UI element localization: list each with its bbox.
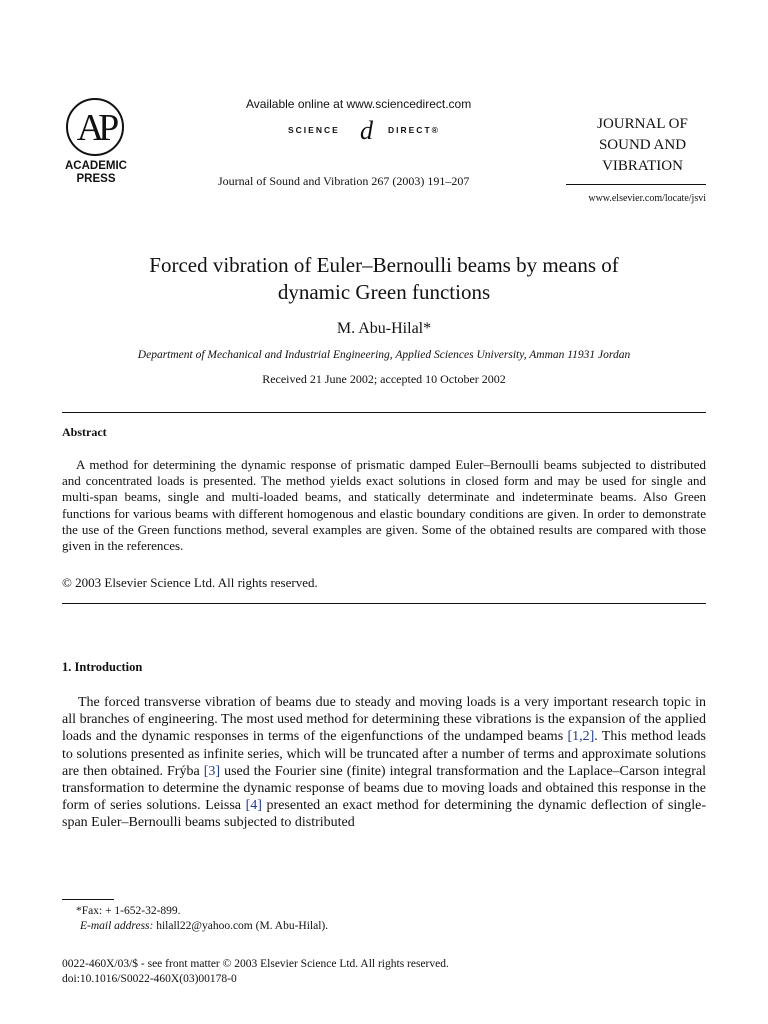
section-heading-introduction: 1. Introduction [62, 660, 143, 674]
intro-text: . This method leads to solutions presented as infinite series, which will be truncated after a number of terms and approximate solutions are then obtained. Frýba [62, 729, 706, 779]
received-dates: Received 21 June 2002; accepted 10 October 2002 [262, 372, 506, 386]
sciencedirect-logo-right: DIRECT® [388, 125, 440, 135]
journal-divider [566, 184, 706, 185]
title-line-1: Forced vibration of Euler–Bernoulli beams by means of [149, 253, 619, 277]
intro-text: presented an exact method for determining the dynamic deflection of single-span Euler–Bernoulli beams subjected to distributed [62, 798, 706, 831]
author-affiliation: Department of Mechanical and Industrial Engineering, Applied Sciences University, Amman 11931 Jordan [137, 349, 631, 361]
title-line-2: dynamic Green functions [277, 280, 491, 304]
article-title [60, 252, 708, 306]
email-value: hilall22@yahoo.com (M. Abu-Hilal). [153, 920, 329, 932]
journal-name-line: VIBRATION [602, 158, 683, 174]
intro-text: used the Fourier sine (finite) integral transformation and the Laplace–Carson integral transformation to determine the dynamic response of beams due to moving loads and obtained this response in the form of series solutions. Leissa [62, 763, 707, 814]
abstract-heading: Abstract [62, 425, 107, 439]
available-online-text: Available online at www.sciencedirect.com [246, 97, 472, 111]
sciencedirect-d-icon: d [360, 116, 373, 145]
logo-text-academic: ACADEMIC [65, 160, 127, 172]
abstract-top-rule [62, 412, 706, 413]
footnote-rule [62, 899, 114, 900]
logo-text-press: PRESS [76, 173, 116, 185]
footnote-fax: *Fax: + 1-652-32-899. [76, 905, 181, 917]
journal-name-line: SOUND AND [598, 137, 687, 153]
reference-link[interactable]: [3] [203, 763, 221, 779]
sciencedirect-logo [288, 118, 448, 144]
footnote-email [80, 920, 328, 932]
author-name: M. Abu-Hilal* [336, 320, 432, 337]
abstract-body: A method for determining the dynamic response of prismatic damped Euler–Bernoulli beams subjected to distributed and concentrated loads is presented. The method yields exact solutions in closed form and may be used for single and multi-span beams, single and multi-loaded beams, and statically determinate and indeterminate beams. Also Green functions for various beams with different homogenous and elastic boundary conditions are given. In order to demonstrate the use of the Green functions method, several examples are given. Some of the obtained results are compared with those given in the references. [62, 457, 706, 554]
reference-link[interactable]: [1,2] [567, 729, 595, 745]
email-label: E-mail address: [80, 920, 154, 932]
abstract-bottom-rule [62, 603, 706, 604]
journal-name [575, 114, 710, 177]
ap-logo-icon: AP [66, 98, 124, 156]
intro-text: The forced transverse vibration of beams due to steady and moving loads is a very important research topic in all branches of engineering. The most used method for determining these vibrations is the expansion of the applied loads and the dynamic responses in terms of the eigenfunctions of the undamped beams [62, 695, 706, 745]
issn-line: 0022-460X/03/$ - see front matter © 2003 Elsevier Science Ltd. All rights reserved. [62, 958, 449, 970]
journal-url[interactable]: www.elsevier.com/locate/jsvi [588, 193, 706, 204]
abstract-copyright: © 2003 Elsevier Science Ltd. All rights reserved. [62, 575, 318, 590]
reference-link[interactable]: [4] [245, 798, 262, 814]
doi-line: doi:10.1016/S0022-460X(03)00178-0 [62, 973, 237, 985]
sciencedirect-logo-left: SCIENCE [288, 125, 340, 135]
publisher-logo [60, 98, 140, 190]
journal-citation: Journal of Sound and Vibration 267 (2003) 191–207 [218, 174, 470, 188]
introduction-paragraph [62, 694, 706, 832]
journal-name-line: JOURNAL OF [597, 116, 688, 132]
